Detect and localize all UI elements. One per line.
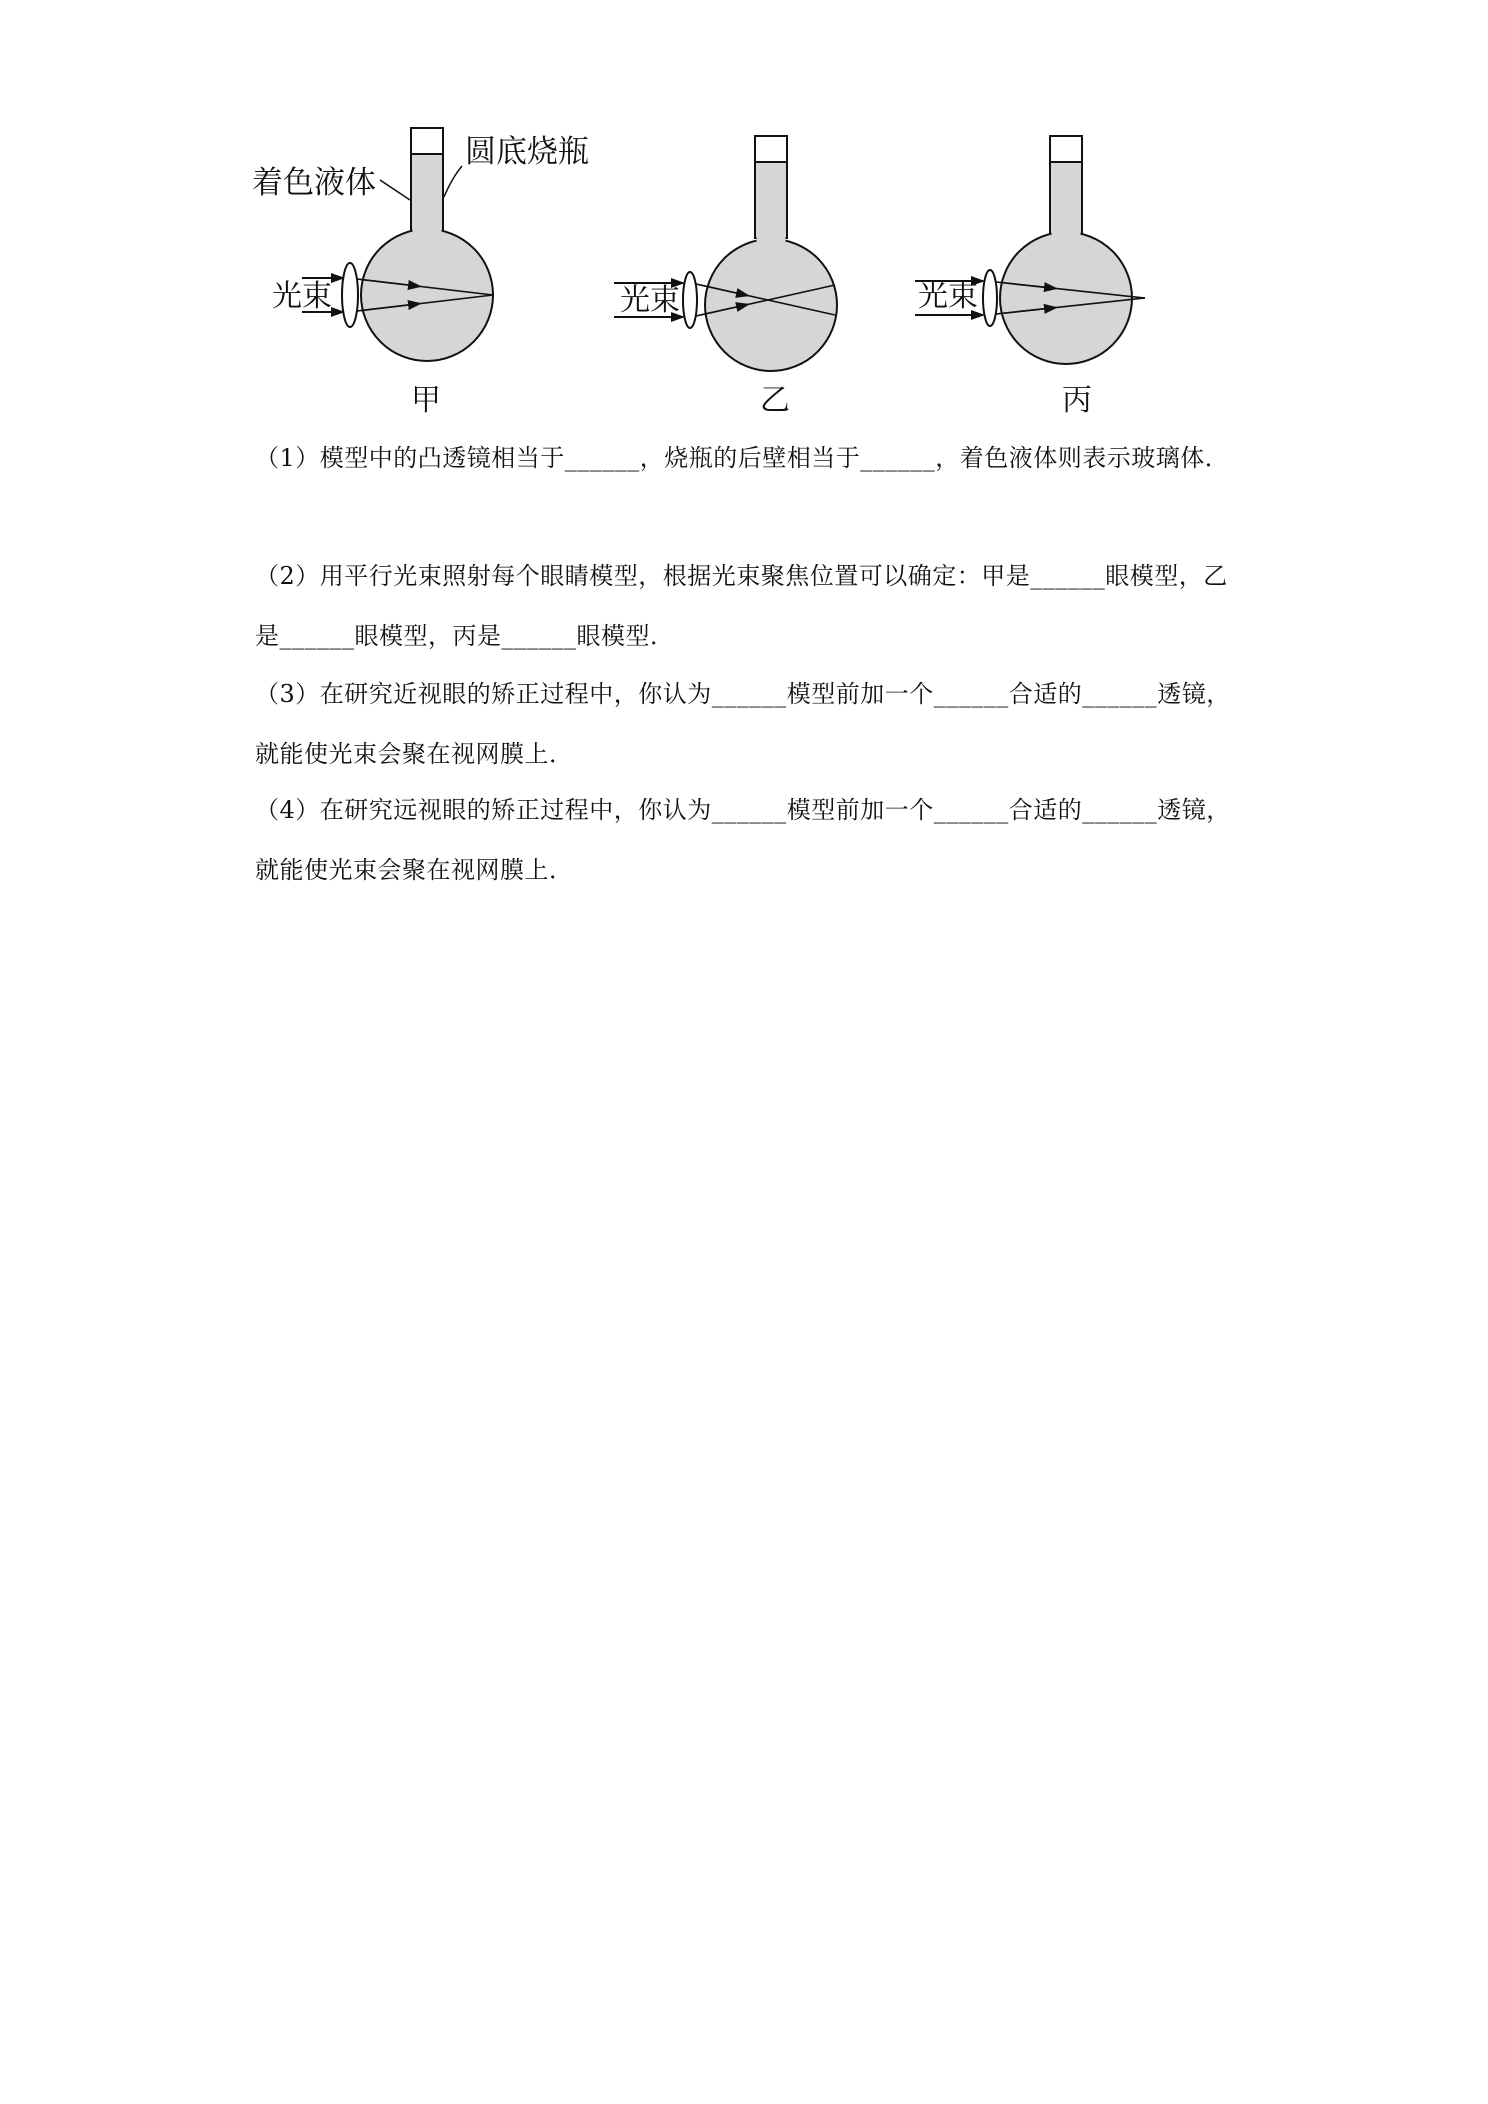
liquid-label: 着色液体	[252, 165, 376, 201]
beam-label: 光束	[918, 279, 978, 314]
beam-label: 光束	[272, 279, 332, 314]
question-3: （3）在研究近视眼的矫正过程中，你认为______模型前加一个______合适的______透镜，就能使光束会聚在视网膜上．	[255, 680, 1231, 768]
eye-model-yi	[614, 136, 837, 418]
flask-label: 圆底烧瓶	[465, 134, 589, 170]
eye-model-bing	[915, 136, 1145, 418]
caption-jia: 甲	[411, 383, 441, 418]
question-2: （2）用平行光束照射每个眼睛模型，根据光束聚焦位置可以确定：甲是______眼模型，乙是______眼模型，丙是______眼模型．	[255, 562, 1228, 650]
eye-model-jia	[252, 128, 589, 418]
convex-lens	[683, 272, 697, 328]
liquid-leader-line	[380, 180, 410, 200]
question-1: （1）模型中的凸透镜相当于______，烧瓶的后壁相当于______，着色液体则表示玻璃体．	[255, 444, 1230, 472]
flask-leader-line	[444, 166, 462, 197]
beam-label: 光束	[620, 283, 680, 318]
convex-lens	[983, 270, 997, 326]
convex-lens	[342, 263, 358, 327]
caption-yi: 乙	[760, 383, 790, 418]
caption-bing: 丙	[1062, 383, 1092, 418]
question-4: （4）在研究远视眼的矫正过程中，你认为______模型前加一个______合适的______透镜，就能使光束会聚在视网膜上．	[255, 796, 1231, 884]
eye-model-figure	[0, 0, 1488, 430]
